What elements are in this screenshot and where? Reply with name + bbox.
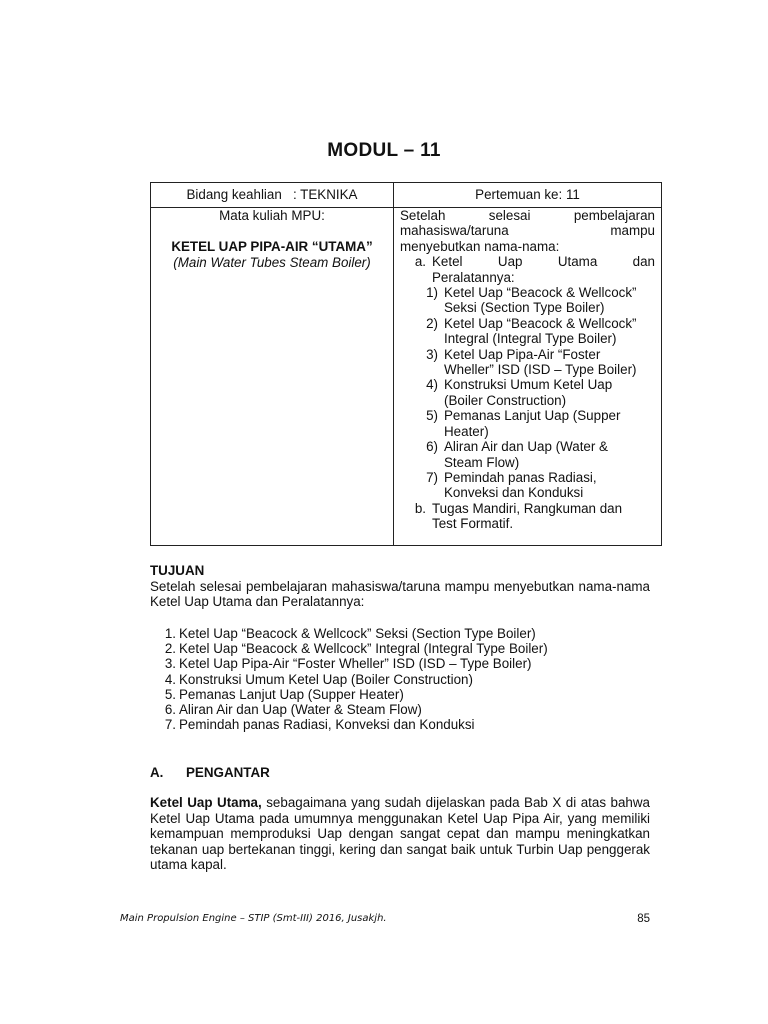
tujuan-heading: TUJUAN <box>150 563 205 578</box>
sub-item-number: 5) <box>426 408 438 424</box>
sub-item-line-1: Pemanas Lanjut Uap (Supper <box>444 408 621 424</box>
module-info-table <box>150 182 662 546</box>
objective-sub-item <box>414 470 655 501</box>
sub-item-number: 2) <box>426 315 438 331</box>
sub-item-number: 6) <box>426 439 438 455</box>
list-item-text: Ketel Uap “Beacock & Wellcock” Integral (Integral Type Boiler) <box>179 641 548 657</box>
list-item-number: 4. <box>164 671 176 687</box>
section-letter: A. <box>150 765 164 780</box>
list-item <box>150 672 650 687</box>
course-cell <box>151 208 394 546</box>
intro-line-1: Setelah selesai pembelajaran <box>400 208 655 223</box>
objective-a-label: a. <box>414 254 426 270</box>
sub-item-line-2: Wheller” ISD (ISD – Type Boiler) <box>444 362 637 378</box>
intro-line-3: menyebutkan nama-nama: <box>400 238 560 254</box>
list-item-number: 3. <box>164 656 176 672</box>
list-item <box>150 656 650 671</box>
sub-item-line-2: Steam Flow) <box>444 454 520 470</box>
sub-item-line-2: Konveksi dan Konduksi <box>444 485 584 501</box>
page-title: MODUL – 11 <box>327 140 441 161</box>
list-item-number: 7. <box>164 717 176 733</box>
sub-item-line-1: Pemindah panas Radiasi, <box>444 469 597 485</box>
sub-item-line-2: Heater) <box>444 423 489 439</box>
sub-item-number: 3) <box>426 346 438 362</box>
objective-sub-item <box>414 439 655 470</box>
page-number: 85 <box>637 913 650 925</box>
tujuan-text: Setelah selesai pembelajaran mahasiswa/taruna mampu menyebutkan nama-nama Ketel Uap Utama dan Peralatannya: <box>150 578 650 609</box>
bidang-cell <box>151 183 394 208</box>
objective-a <box>400 254 655 285</box>
list-item-text: Ketel Uap “Beacock & Wellcock” Seksi (Section Type Boiler) <box>179 626 536 641</box>
bidang-label: Bidang keahlian <box>186 187 282 203</box>
objectives-list <box>150 626 650 732</box>
objective-sub-item <box>414 347 655 378</box>
list-item-text: Pemanas Lanjut Uap (Supper Heater) <box>179 686 404 702</box>
objective-b <box>400 501 655 532</box>
sub-item-number: 1) <box>426 285 438 301</box>
paragraph-lead: Ketel Uap Utama, <box>150 795 262 810</box>
course-title: KETEL UAP PIPA-AIR “UTAMA” <box>171 239 373 255</box>
sub-item-line-1: Ketel Uap “Beacock & Wellcock” <box>444 315 637 331</box>
objective-b-line-1: Tugas Mandiri, Rangkuman dan <box>432 500 623 516</box>
intro-paragraph <box>150 795 650 873</box>
footer-text: Main Propulsion Engine – STIP (Smt-III) 2016, Jusakjh. <box>120 913 387 924</box>
list-item <box>150 687 650 702</box>
bidang-value: : TEKNIKA <box>292 187 358 203</box>
paragraph-body: sebagaimana yang sudah dijelaskan pada Bab X di atas bahwa Ketel Uap Utama pada umumnya menggunakan Ketel Uap Pipa Air, yang memiliki kemampuan memproduksi Uap dengan sangat cepat dan mampu meningkatkan tekanan uap bertekanan tinggi, kering dan sangat baik untuk Turbin Uap penggerak utama kapal. <box>150 795 651 873</box>
list-item <box>150 717 650 732</box>
list-item <box>150 626 650 641</box>
sub-item-line-1: Ketel Uap “Beacock & Wellcock” <box>444 285 637 301</box>
objective-b-line-2: Test Formatif. <box>432 516 514 532</box>
objective-sub-item <box>414 285 655 316</box>
pertemuan-cell: Pertemuan ke: 11 <box>394 183 662 208</box>
sub-item-line-2: (Boiler Construction) <box>444 392 567 408</box>
intro-line-2: mahasiswa/taruna mampu <box>400 223 655 239</box>
course-subtitle: (Main Water Tubes Steam Boiler) <box>173 254 371 270</box>
objective-sub-items <box>400 285 655 501</box>
list-item-number: 6. <box>164 702 176 718</box>
sub-item-line-1: Konstruksi Umum Ketel Uap <box>444 377 613 393</box>
sub-item-number: 7) <box>426 469 438 485</box>
page-footer <box>120 913 650 924</box>
list-item-text: Aliran Air dan Uap (Water & Steam Flow) <box>179 702 422 718</box>
section-title: PENGANTAR <box>186 765 270 780</box>
list-item-number: 5. <box>164 686 176 702</box>
list-item-number: 1. <box>164 626 176 641</box>
objective-sub-item <box>414 316 655 347</box>
sub-item-line-1: Aliran Air dan Uap (Water & <box>444 439 608 455</box>
list-item-text: Pemindah panas Radiasi, Konveksi dan Konduksi <box>179 717 475 733</box>
sub-item-line-2: Seksi (Section Type Boiler) <box>444 300 605 316</box>
objective-a-line-2: Peralatannya: <box>432 269 515 285</box>
tujuan-section <box>150 563 650 610</box>
list-item-number: 2. <box>164 641 176 657</box>
list-item-text: Konstruksi Umum Ketel Uap (Boiler Construction) <box>179 671 473 687</box>
objective-sub-item <box>414 408 655 439</box>
section-heading <box>150 765 270 780</box>
sub-item-number: 4) <box>426 377 438 393</box>
list-item <box>150 702 650 717</box>
mata-kuliah-label: Mata kuliah MPU: <box>219 208 325 223</box>
objectives-cell <box>394 208 662 546</box>
sub-item-line-1: Ketel Uap Pipa-Air “Foster <box>444 346 601 362</box>
objective-a-line-1: Ketel Uap Utama dan <box>432 254 655 270</box>
objective-sub-item <box>414 377 655 408</box>
objective-b-label: b. <box>414 500 426 516</box>
sub-item-line-2: Integral (Integral Type Boiler) <box>444 331 617 347</box>
list-item <box>150 641 650 656</box>
list-item-text: Ketel Uap Pipa-Air “Foster Wheller” ISD (ISD – Type Boiler) <box>179 656 532 672</box>
